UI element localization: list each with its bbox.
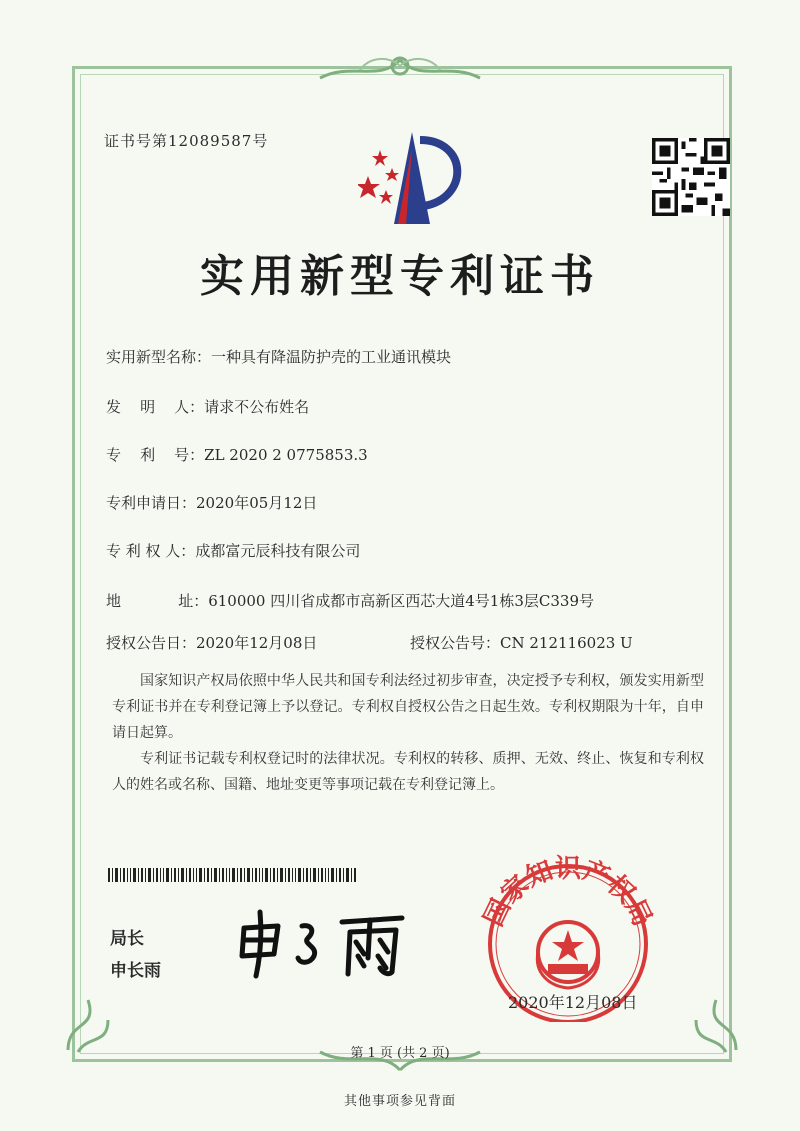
grant-number-value: CN 212116023 U bbox=[500, 634, 633, 652]
grant-number-row bbox=[410, 632, 633, 653]
director-name: 申长雨 bbox=[110, 961, 161, 981]
qr-code-icon bbox=[652, 138, 730, 216]
seal-text: 国家知识产权局 bbox=[478, 854, 658, 932]
patentee-value: 成都富元辰科技有限公司 bbox=[195, 542, 361, 560]
utility-model-name-label: 实用新型名称： bbox=[106, 348, 212, 366]
seal-date: 2020年12月08日 bbox=[508, 993, 638, 1012]
filing-date-value: 2020年05月12日 bbox=[196, 494, 318, 512]
patentee-label: 专 利 权 人： bbox=[106, 542, 196, 560]
filing-date-row bbox=[106, 492, 317, 513]
certificate-title: 实用新型专利证书 bbox=[200, 251, 600, 302]
svg-text:国家知识产权局 bbox=[479, 854, 658, 931]
certificate-number: 证书号第12089587号 bbox=[104, 132, 269, 150]
patent-number-value: ZL 2020 2 0775853.3 bbox=[204, 446, 368, 464]
inventor-value: 请求不公布姓名 bbox=[204, 398, 310, 416]
certificate-body bbox=[112, 668, 704, 798]
address-value: 610000 四川省成都市高新区西芯大道4号1栋3层C339号 bbox=[208, 592, 594, 610]
patentee-row bbox=[106, 540, 360, 561]
address-label: 地 址： bbox=[106, 592, 209, 610]
cnipa-logo-icon bbox=[358, 128, 468, 228]
patent-number-label: 专 利 号： bbox=[106, 446, 205, 464]
filing-date-label: 专利申请日： bbox=[106, 494, 197, 512]
body-paragraph-1: 国家知识产权局依照中华人民共和国专利法经过初步审查，决定授予专利权，颁发实用新型专利证书并在专利登记簿上予以登记。专利权自授权公告之日起生效。专利权期限为十年，自申请日起算。 bbox=[112, 673, 704, 741]
inventor-label: 发 明 人： bbox=[106, 398, 205, 416]
footer-note: 其他事项参见背面 bbox=[343, 1094, 456, 1109]
grant-date-value: 2020年12月08日 bbox=[196, 634, 318, 652]
utility-model-name-row bbox=[106, 346, 451, 367]
barcode-icon bbox=[108, 868, 356, 882]
page-number: 第 1 页 (共 2 页) bbox=[350, 1046, 450, 1061]
patent-number-row bbox=[106, 444, 368, 465]
utility-model-name-value: 一种具有降温防护壳的工业通讯模块 bbox=[211, 348, 452, 366]
grant-number-label: 授权公告号： bbox=[410, 634, 501, 652]
grant-date-row bbox=[106, 632, 317, 653]
director-title: 局长 bbox=[110, 929, 144, 949]
grant-date-label: 授权公告日： bbox=[106, 634, 197, 652]
handwritten-signature-icon bbox=[232, 906, 432, 980]
address-row bbox=[106, 590, 594, 611]
body-paragraph-2: 专利证书记载专利权登记时的法律状况。专利权的转移、质押、无效、终止、恢复和专利权人的姓名或名称、国籍、地址变更等事项记载在专利登记簿上。 bbox=[112, 751, 704, 793]
inventor-row bbox=[106, 396, 309, 417]
